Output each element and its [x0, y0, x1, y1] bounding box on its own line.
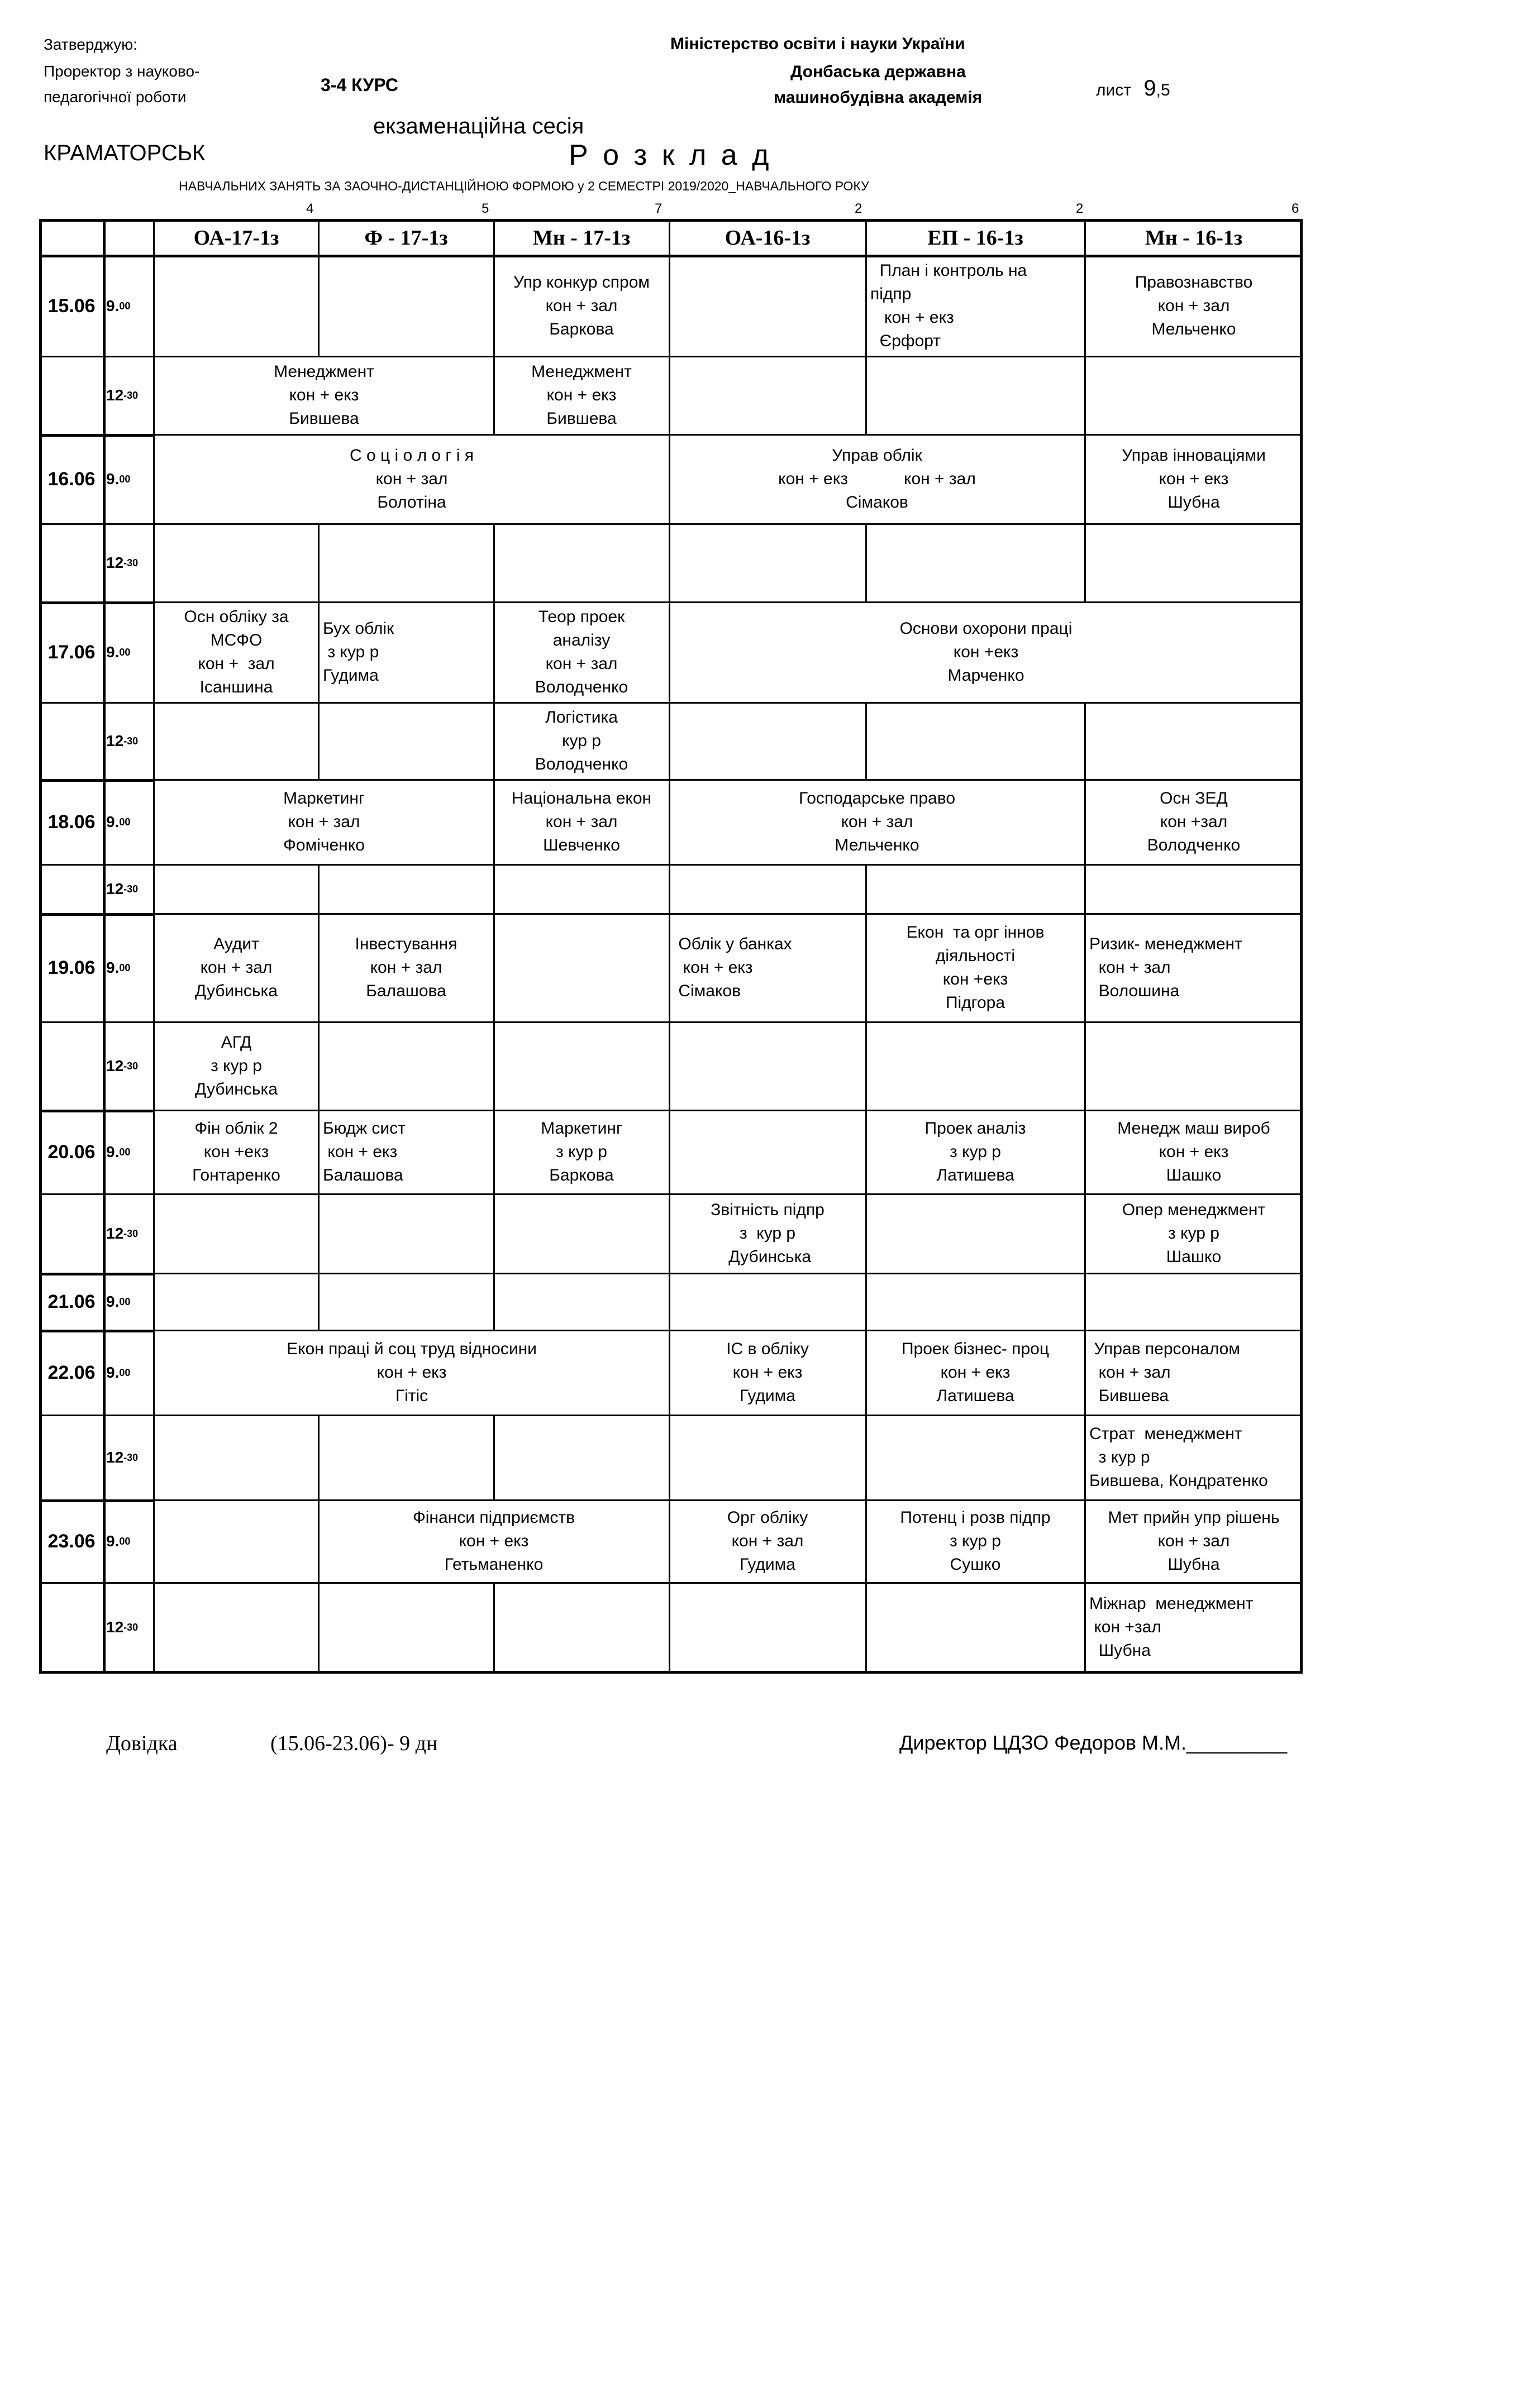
- slot-time: [104, 864, 154, 914]
- ministry-name: Міністерство освіти і науки України: [670, 35, 965, 53]
- slot-time: [104, 434, 154, 524]
- grid-line: [669, 356, 670, 434]
- grid-line: [1084, 703, 1086, 780]
- grid-line: [154, 1021, 1303, 1023]
- class-cell: Управ інноваціями кон + екз Шубна: [1122, 446, 1266, 512]
- grid-line: [865, 356, 867, 434]
- slot-minute: 00: [119, 300, 131, 312]
- grid-line: [493, 524, 495, 602]
- grid-line: [669, 864, 670, 914]
- grid-line: [669, 1110, 670, 1194]
- class-cell: Екон праці й соц труд відносини кон + екз Гітіс: [287, 1340, 537, 1405]
- group-header: Мн - 16-1з: [1145, 226, 1243, 250]
- sheet-number: 9: [1143, 76, 1156, 101]
- slot-time: [104, 524, 154, 602]
- class-cell: Господарське право кон + зал Мельченко: [798, 789, 956, 854]
- class-cell: Управ облік кон + екз кон + зал Сімаков: [778, 446, 976, 512]
- class-cell: ІС в обліку кон + екз Гудима: [726, 1340, 809, 1405]
- page-subtitle: НАВЧАЛЬНИХ ЗАНЯТЬ ЗА ЗАОЧНО-ДИСТАНЦІЙНОЮ ФОРМОЮ у 2 СЕМЕСТРІ 2019/2020_НАВЧАЛЬНОГО РОКУ: [179, 179, 869, 193]
- grid-line: [669, 1273, 670, 1330]
- grid-line: [493, 1194, 495, 1273]
- grid-line: [669, 1022, 670, 1110]
- group-header: ОА-16-1з: [725, 226, 811, 250]
- slot-date: 20.06: [47, 1141, 96, 1163]
- grid-line: [669, 256, 670, 356]
- class-cell: Фін облік 2 кон +екз Гонтаренко: [192, 1119, 280, 1184]
- slot-date: 17.06: [47, 641, 96, 663]
- class-cell: АГД з кур р Дубинська: [195, 1033, 278, 1098]
- grid-line: [865, 1022, 867, 1110]
- slot-time: [104, 780, 154, 864]
- grid-line: [39, 1671, 1303, 1674]
- grid-line: [1084, 1273, 1086, 1330]
- class-cell: Національна екон кон + зал Шевченко: [511, 789, 652, 854]
- slot-time: [104, 1330, 154, 1415]
- city-label: КРАМАТОРСЬК: [44, 141, 206, 165]
- grid-line: [318, 1022, 320, 1110]
- slot-time: [104, 1110, 154, 1194]
- slot-hour: 9.: [106, 297, 120, 314]
- schedule-table: [39, 219, 1308, 1678]
- class-cell: Страт менеджмент з кур р Бившева, Кондратенко: [1089, 1425, 1268, 1490]
- grid-line: [154, 702, 1303, 704]
- slot-minute: -30: [123, 1060, 139, 1072]
- slot-hour: 12: [106, 732, 124, 749]
- class-cell: Осн обліку за МСФО кон + зал Ісаншина: [184, 608, 289, 696]
- class-cell: Мет прийн упр рішень кон + зал Шубна: [1108, 1508, 1280, 1574]
- class-cell: Аудит кон + зал Дубинська: [195, 935, 278, 1000]
- slot-hour: 9.: [106, 1143, 120, 1160]
- class-cell: Бюдж сист кон + екз Балашова: [323, 1119, 406, 1184]
- slot-minute: -30: [123, 557, 139, 568]
- class-cell: Осн ЗЕД кон +зал Володченко: [1147, 789, 1241, 854]
- slot-hour: 9.: [106, 959, 120, 976]
- grid-line: [318, 864, 320, 914]
- grid-line: [1084, 524, 1086, 602]
- director-signature: [899, 1731, 1287, 1755]
- slot-minute: 00: [119, 816, 131, 828]
- class-cell: Упр конкур спром кон + зал Баркова: [513, 273, 650, 338]
- slot-hour: 9.: [106, 1293, 120, 1310]
- slot-hour: 12: [106, 880, 124, 897]
- class-cell: Маркетинг кон + зал Фоміченко: [283, 789, 365, 854]
- slot-date: 22.06: [47, 1361, 96, 1383]
- slot-time: [104, 1273, 154, 1330]
- class-cell: Звітність підпр з кур р Дубинська: [711, 1201, 825, 1266]
- grid-line: [493, 864, 495, 914]
- grid-line: [493, 1415, 495, 1500]
- grid-line: [493, 1273, 495, 1330]
- slot-minute: -30: [123, 1227, 139, 1239]
- class-cell: Облік у банках кон + екз Сімаков: [678, 935, 792, 1000]
- group-header: ОА-17-1з: [193, 226, 279, 250]
- class-cell: Менеджмент кон + екз Бившева: [531, 362, 632, 428]
- slot-minute: -30: [123, 1451, 139, 1463]
- class-cell: Інвестування кон + зал Балашова: [355, 935, 458, 1000]
- class-cell: Екон та орг іннов діяльності кон +екз Підгора: [906, 923, 1045, 1012]
- slot-minute: 00: [119, 646, 131, 658]
- slot-hour: 9.: [106, 643, 120, 661]
- slot-time: [104, 356, 154, 434]
- class-cell: Опер менеджмент з кур р Шашко: [1122, 1201, 1266, 1266]
- grid-line: [318, 256, 320, 356]
- grid-line: [865, 1194, 867, 1273]
- class-cell: Менеджмент кон + екз Бившева: [274, 362, 374, 428]
- slot-time: [104, 914, 154, 1022]
- slot-hour: 9.: [106, 1364, 120, 1381]
- slot-date: 23.06: [47, 1530, 96, 1552]
- grid-line: [865, 1415, 867, 1500]
- page-title: Р о з к л а д: [569, 139, 773, 171]
- grid-line: [493, 1022, 495, 1110]
- signature-line: _________: [1186, 1731, 1288, 1754]
- slot-date: 18.06: [47, 811, 96, 833]
- column-number: 2: [855, 201, 862, 216]
- slot-hour: 9.: [106, 470, 120, 488]
- grid-line: [493, 1583, 495, 1672]
- class-cell: Міжнар менеджмент кон +зал Шубна: [1089, 1594, 1254, 1660]
- grid-line: [1084, 1022, 1086, 1110]
- class-cell: Орг обліку кон + зал Гудима: [727, 1508, 808, 1574]
- slot-date: 19.06: [47, 957, 96, 978]
- slot-hour: 12: [106, 1057, 124, 1074]
- slot-time: [104, 256, 154, 356]
- slot-minute: 00: [119, 1535, 131, 1547]
- column-number: 2: [1076, 201, 1084, 216]
- slot-hour: 9.: [106, 1532, 120, 1550]
- slot-minute: -30: [123, 389, 139, 401]
- slot-hour: 12: [106, 554, 124, 571]
- course-label: 3-4 КУРС: [321, 75, 399, 95]
- grid-line: [318, 1583, 320, 1672]
- class-cell: Потенц і розв підпр з кур р Сушко: [900, 1508, 1051, 1574]
- slot-time: [104, 602, 154, 703]
- class-cell: С о ц і о л о г і я кон + зал Болотіна: [350, 446, 474, 512]
- slot-hour: 12: [106, 1449, 124, 1466]
- approval-line-2: Проректор з науково-: [44, 63, 200, 80]
- grid-line: [865, 703, 867, 780]
- grid-line: [318, 1194, 320, 1273]
- grid-line: [318, 524, 320, 602]
- slot-minute: -30: [123, 735, 139, 747]
- slot-minute: 00: [119, 1146, 131, 1158]
- slot-date: 21.06: [47, 1291, 96, 1312]
- class-cell: Управ персоналом кон + зал Бившева: [1094, 1340, 1240, 1405]
- slot-time: [104, 1022, 154, 1110]
- slot-hour: 9.: [106, 813, 120, 830]
- column-number: 4: [306, 201, 314, 216]
- approval-line-3: педагогічної роботи: [44, 88, 187, 106]
- grid-line: [865, 1273, 867, 1330]
- grid-line: [669, 703, 670, 780]
- slot-time: [104, 703, 154, 780]
- grid-line: [154, 864, 1303, 866]
- session-label: екзаменаційна сесія: [373, 114, 584, 138]
- class-cell: Основи охорони праці кон +екз Марченко: [899, 619, 1073, 685]
- group-header: Мн - 17-1з: [532, 226, 631, 250]
- class-cell: Правознавство кон + зал Мельченко: [1135, 273, 1253, 338]
- slot-minute: -30: [123, 883, 139, 895]
- sheet-suffix: ,5: [1156, 81, 1170, 99]
- slot-date: 16.06: [47, 468, 96, 490]
- grid-line: [669, 524, 670, 602]
- class-cell: Фінанси підприємств кон + екз Гетьманенко: [412, 1508, 575, 1574]
- grid-line: [669, 1583, 670, 1672]
- class-cell: Проек бізнес- проц кон + екз Латишева: [901, 1340, 1050, 1405]
- class-cell: Менедж маш вироб кон + екз Шашко: [1117, 1119, 1270, 1184]
- slot-minute: 00: [119, 962, 131, 973]
- academy-line-2: машинобудівна академія: [774, 88, 983, 107]
- grid-line: [1084, 356, 1086, 434]
- grid-line: [318, 1273, 320, 1330]
- column-number: 7: [655, 201, 663, 216]
- grid-line: [865, 524, 867, 602]
- slot-minute: -30: [123, 1621, 139, 1633]
- group-header: ЕП - 16-1з: [927, 226, 1023, 250]
- slot-minute: 00: [119, 1367, 131, 1378]
- class-cell: Проек аналіз з кур р Латишева: [924, 1119, 1026, 1184]
- grid-line: [154, 1273, 1303, 1274]
- grid-line: [669, 1415, 670, 1500]
- class-cell: Ризик- менеджмент кон + зал Волошина: [1089, 935, 1242, 1000]
- group-header: Ф - 17-1з: [364, 226, 448, 250]
- slot-hour: 12: [106, 386, 124, 404]
- grid-line: [318, 703, 320, 780]
- sheet-info: [1096, 76, 1170, 101]
- slot-date: 15.06: [47, 295, 96, 317]
- slot-hour: 12: [106, 1618, 124, 1636]
- slot-hour: 12: [106, 1225, 124, 1242]
- slot-time: [104, 1415, 154, 1500]
- grid-line: [865, 1583, 867, 1672]
- class-cell: Бух облік з кур р Гудима: [323, 619, 394, 685]
- column-number: 5: [482, 201, 489, 216]
- approval-line-1: Затверджую:: [44, 36, 137, 53]
- slot-time: [104, 1583, 154, 1672]
- slot-time: [104, 1194, 154, 1273]
- slot-minute: 00: [119, 1296, 131, 1307]
- class-cell: Маркетинг з кур р Баркова: [541, 1119, 622, 1184]
- academy-line-1: Донбаська державна: [790, 63, 966, 81]
- class-cell: План і контроль на підпр кон + екз Єрфорт: [870, 261, 1027, 350]
- slot-minute: 00: [119, 473, 131, 485]
- grid-line: [318, 1415, 320, 1500]
- grid-line: [154, 523, 1303, 525]
- note-value: (15.06-23.06)- 9 дн: [270, 1732, 438, 1755]
- sheet-label: лист: [1096, 81, 1132, 99]
- director-name: Директор ЦДЗО Федоров М.М.: [899, 1731, 1186, 1754]
- slot-time: [104, 1500, 154, 1583]
- note-label: Довідка: [106, 1732, 178, 1755]
- grid-line: [865, 864, 867, 914]
- grid-line: [493, 914, 495, 1022]
- class-cell: Логістика кур р Володченко: [535, 708, 628, 773]
- class-cell: Теор проек аналізу кон + зал Володченко: [535, 608, 628, 696]
- column-number: 6: [1292, 201, 1299, 216]
- grid-line: [1084, 864, 1086, 914]
